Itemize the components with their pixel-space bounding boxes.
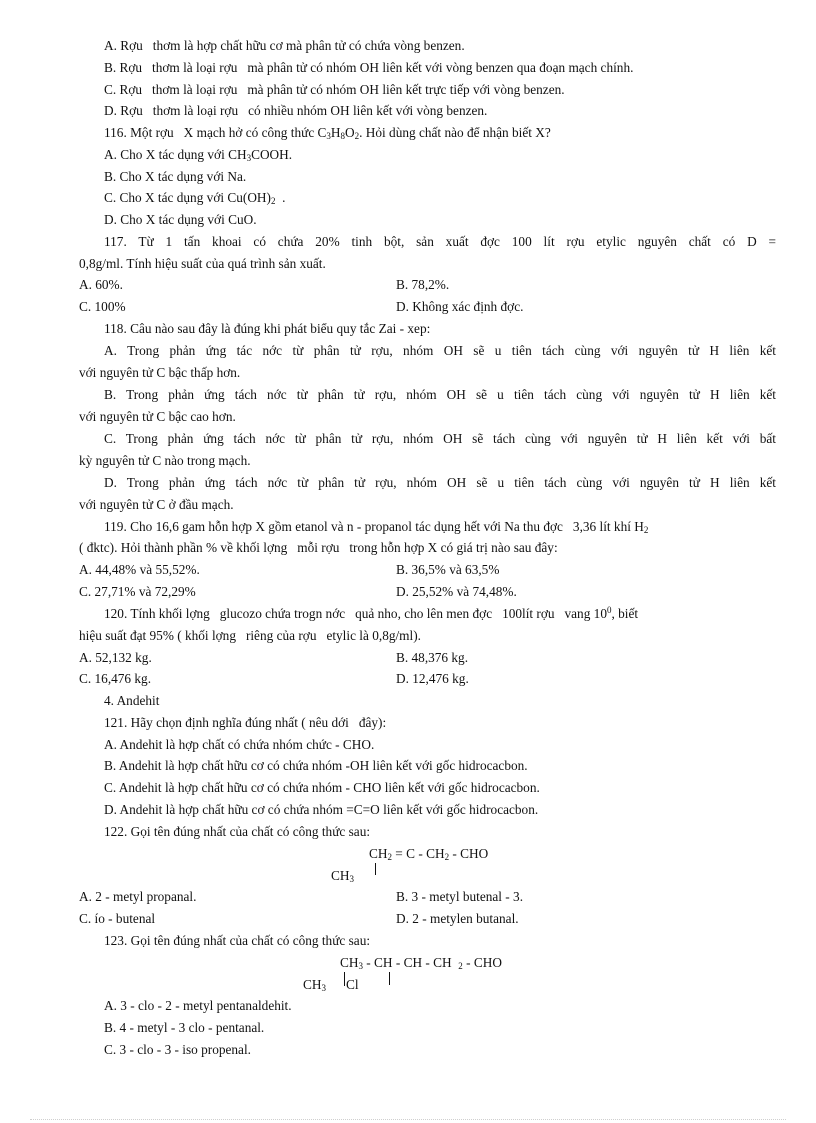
q122-formula-branch: $CH_3$ <box>331 868 354 884</box>
q118-option-a-cont: với nguyên tử C bậc thấp hơn. <box>79 365 241 380</box>
q121-question: 121. Hãy chọn định nghĩa đúng nhất ( nêu dới đây): <box>104 715 387 730</box>
q123-option-c: C. 3 - clo - 3 - iso propenal. <box>104 1042 251 1057</box>
q120-option-b: B. 48,376 kg. <box>396 650 469 665</box>
q116-option-b: B. Cho X tác dụng với Na. <box>104 169 247 184</box>
q119-option-c: C. 27,71% và 72,29% <box>79 584 196 599</box>
q120-question: 120. Tính khối lợng glucozo chứa trogn nớc quả nho, cho lên men đợc 100lít rợu vang $10^0$, biết <box>104 605 639 621</box>
q123-option-b: B. 4 - metyl - 3 clo - pentanal. <box>104 1020 265 1035</box>
q116-option-a: A. Cho X tác dụng với $CH_3COOH$. <box>104 147 293 163</box>
q118-option-c-cont: kỳ nguyên tử C nào trong mạch. <box>79 453 251 468</box>
q120-question-cont: hiệu suất đạt 95% ( khối lợng riêng của rợu etylic là 0,8g/ml). <box>79 628 421 643</box>
q120-option-c: C. 16,476 kg. <box>79 671 152 686</box>
q116-option-c: C. Cho X tác dụng với $Cu(OH)_2$ . <box>104 190 286 206</box>
q123-formula-branch-chloro: Cl <box>346 977 359 992</box>
q121-option-c: C. Andehit là hợp chất hữu cơ có chứa nhóm - CHO liên kết với gốc hidrocacbon. <box>104 780 540 795</box>
page-bottom-divider <box>30 1119 786 1120</box>
q115-option-d: D. Rợu thơm là loại rợu có nhiều nhóm OH liên kết với vòng benzen. <box>104 103 488 118</box>
q122-option-d: D. 2 - metylen butanal. <box>396 911 519 926</box>
q116-question: 116. Một rợu X mạch hở có công thức $C_3H_8O_2$. Hỏi dùng chất nào để nhận biết X? <box>104 125 551 141</box>
q121-option-b: B. Andehit là hợp chất hữu cơ có chứa nhóm -OH liên kết với gốc hidrocacbon. <box>104 758 528 773</box>
q123-formula-branch-methyl: $CH_3$ <box>303 977 326 993</box>
q117-option-b: B. 78,2%. <box>396 277 450 292</box>
q117-question-cont: 0,8g/ml. Tính hiệu suất của quá trình sản xuất. <box>79 256 326 271</box>
q119-option-a: A. 44,48% và 55,52%. <box>79 562 200 577</box>
q123-option-a: A. 3 - clo - 2 - metyl pentanaldehit. <box>104 998 292 1013</box>
q118-option-d: D. Trong phản ứng tách nớc từ phân tử rợu, nhóm OH sẽ u tiên tách cùng với nguyên tử H liên kết <box>104 475 776 490</box>
q117-question: 117. Từ 1 tấn khoai có chứa 20% tinh bột, sản xuất đợc 100 lít rợu etylic nguyên chất có D = <box>104 234 776 249</box>
q117-option-a: A. 60%. <box>79 277 123 292</box>
q117-option-c: C. 100% <box>79 299 126 314</box>
q119-option-b: B. 36,5% và 63,5% <box>396 562 500 577</box>
q118-option-c: C. Trong phản ứng tách nớc từ phân tử rợu, nhóm OH sẽ tách cùng với nguyên tử H liên kết với bất <box>104 431 776 446</box>
q122-option-c: C. ío - butenal <box>79 911 156 926</box>
q118-option-b: B. Trong phản ứng tách nớc từ phân tử rợu, nhóm OH sẽ u tiên tách cùng với nguyên tử H liên kết <box>104 387 776 402</box>
q118-option-a: A. Trong phản ứng tác nớc từ phân tử rợu, nhóm OH sẽ u tiên tách cùng với nguyên tử H liên kết <box>104 343 776 358</box>
q119-question-cont: ( đktc). Hỏi thành phần % về khối lợng mỗi rợu trong hỗn hợp X có giá trị nào sau đây: <box>79 540 558 555</box>
q115-option-c: C. Rợu thơm là loại rợu mà phân tử có nhóm OH liên kết trực tiếp với vòng benzen. <box>104 82 565 97</box>
q119-question: 119. Cho 16,6 gam hỗn hợp X gồm etanol và n - propanol tác dụng hết với Na thu đợc 3,36 lít khí $H_2$ <box>104 519 649 535</box>
q123-formula-bond-1 <box>344 972 345 986</box>
section-heading: 4. Andehit <box>104 693 160 708</box>
q120-option-d: D. 12,476 kg. <box>396 671 469 686</box>
q116-option-d: D. Cho X tác dụng với CuO. <box>104 212 257 227</box>
q119-option-d: D. 25,52% và 74,48%. <box>396 584 517 599</box>
q118-option-b-cont: với nguyên tử C bậc cao hơn. <box>79 409 236 424</box>
q115-option-a: A. Rợu thơm là hợp chất hữu cơ mà phân tử có chứa vòng benzen. <box>104 38 465 53</box>
q122-formula-main: $CH_2 = C - CH_2$ - CHO <box>369 846 489 862</box>
q123-formula-main: $CH_3$ - CH - CH - CH $_2$ - CHO <box>340 955 502 971</box>
q123-formula-bond-2 <box>389 972 390 985</box>
q118-question: 118. Câu nào sau đây là đúng khi phát biểu quy tắc Zai - xep: <box>104 321 431 336</box>
q123-question: 123. Gọi tên đúng nhất của chất có công thức sau: <box>104 933 371 948</box>
q122-question: 122. Gọi tên đúng nhất của chất có công thức sau: <box>104 824 371 839</box>
q115-option-b: B. Rợu thơm là loại rợu mà phân tử có nhóm OH liên kết với vòng benzen qua đoạn mạch chính. <box>104 60 634 75</box>
q122-option-a: A. 2 - metyl propanal. <box>79 889 197 904</box>
q122-formula-bond <box>375 863 376 875</box>
q121-option-a: A. Andehit là hợp chất có chứa nhóm chức - CHO. <box>104 737 375 752</box>
q118-option-d-cont: với nguyên tử C ở đầu mạch. <box>79 497 234 512</box>
q117-option-d: D. Không xác định đợc. <box>396 299 524 314</box>
q120-option-a: A. 52,132 kg. <box>79 650 152 665</box>
q121-option-d: D. Andehit là hợp chất hữu cơ có chứa nhóm =C=O liên kết với gốc hidrocacbon. <box>104 802 539 817</box>
q122-option-b: B. 3 - metyl butenal - 3. <box>396 889 524 904</box>
